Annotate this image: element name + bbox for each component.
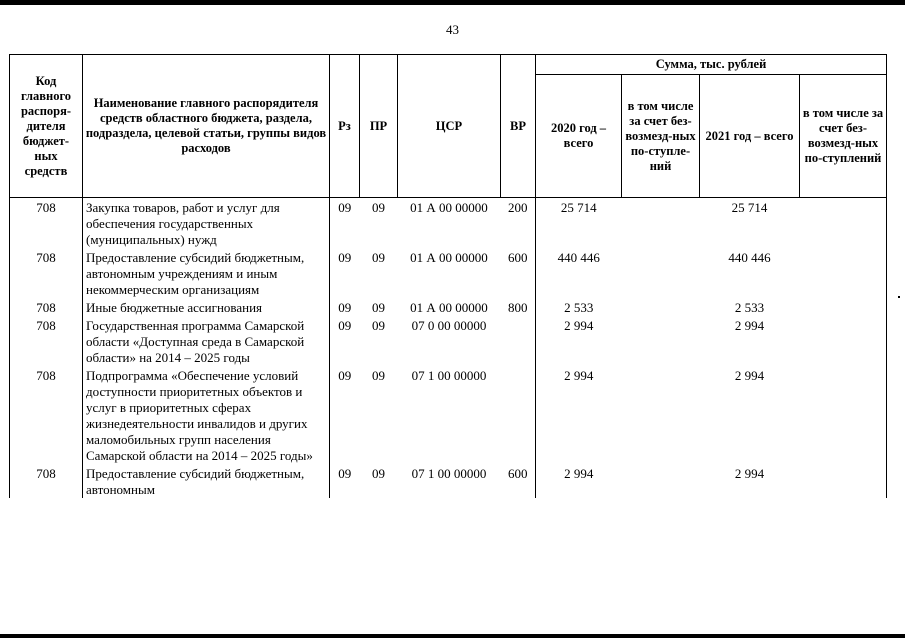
cell-name: Государственная программа Самарской области «Доступная среда в Самарской области» на 2014 – 2025 годы bbox=[83, 316, 330, 366]
header-2020-total: 2020 год – всего bbox=[536, 75, 622, 198]
cell-2021-free bbox=[800, 316, 887, 366]
table-row bbox=[10, 316, 887, 366]
table-header bbox=[10, 55, 887, 198]
cell-csr: 01 А 00 00000 bbox=[410, 200, 488, 215]
page-number: 43 bbox=[446, 22, 459, 37]
cell-vr: 600 bbox=[501, 248, 536, 298]
cell-2021-free bbox=[800, 366, 887, 464]
cell-name: Предоставление субсидий бюджетным, автономным bbox=[83, 464, 330, 498]
cell-code: 708 bbox=[10, 464, 83, 498]
cell-vr: 200 bbox=[501, 198, 536, 249]
header-2020-free: в том числе за счет без-возмезд-ных по-ступле-ний bbox=[622, 75, 700, 198]
cell-csr: 07 0 00 00000 bbox=[411, 318, 487, 333]
cell-2020-total: 2 994 bbox=[564, 466, 594, 481]
cell-pr: 09 bbox=[372, 250, 385, 265]
cell-code: 708 bbox=[10, 366, 83, 464]
cell-2020-total: 25 714 bbox=[560, 200, 597, 215]
cell-vr: 800 bbox=[501, 298, 536, 316]
table-row bbox=[10, 464, 887, 498]
cell-2020-free bbox=[622, 248, 700, 298]
scan-speck bbox=[898, 296, 900, 298]
cell-vr bbox=[501, 366, 536, 464]
cell-2020-free bbox=[622, 316, 700, 366]
cell-2021-total: 2 994 bbox=[734, 318, 765, 333]
cell-vr bbox=[501, 316, 536, 366]
cell-2020-free bbox=[622, 198, 700, 249]
header-sum: Сумма, тыс. рублей bbox=[536, 55, 887, 75]
cell-2021-total: 2 994 bbox=[734, 466, 765, 481]
cell-2021-free bbox=[800, 298, 887, 316]
header-csr: ЦСР bbox=[398, 55, 501, 198]
cell-rz: 09 bbox=[338, 250, 352, 265]
bottom-border bbox=[0, 634, 905, 638]
cell-csr: 07 1 00 00000 bbox=[411, 466, 487, 481]
cell-2020-total: 440 446 bbox=[557, 250, 600, 265]
cell-code: 708 bbox=[10, 248, 83, 298]
cell-2020-free bbox=[622, 298, 700, 316]
cell-code: 708 bbox=[10, 198, 83, 249]
cell-code: 708 bbox=[10, 316, 83, 366]
cell-pr: 09 bbox=[372, 368, 385, 383]
cell-2021-free bbox=[800, 248, 887, 298]
header-2021-total: 2021 год – всего bbox=[700, 75, 800, 198]
cell-name: Закупка товаров, работ и услуг для обеспечения государственных (муниципальных) нужд bbox=[83, 198, 330, 249]
header-pr: ПР bbox=[360, 55, 398, 198]
cell-pr: 09 bbox=[372, 318, 385, 333]
header-rz: Рз bbox=[330, 55, 360, 198]
cell-2021-free bbox=[800, 464, 887, 498]
cell-2021-total: 440 446 bbox=[728, 250, 771, 265]
cell-name: Подпрограмма «Обеспечение условий доступности приоритетных объектов и услуг в приоритетных сферах жизнедеятельности инвалидов и других маломобильных групп населения Самарской области на 2014 – 2025 годы» bbox=[83, 366, 330, 464]
cell-csr: 01 А 00 00000 bbox=[410, 300, 488, 315]
cell-rz: 09 bbox=[338, 466, 352, 481]
cell-name: Предоставление субсидий бюджетным, автономным учреждениям и иным некоммерческим организациям bbox=[83, 248, 330, 298]
cell-pr: 09 bbox=[372, 200, 385, 215]
cell-code: 708 bbox=[10, 298, 83, 316]
cell-2020-total: 2 994 bbox=[564, 368, 594, 383]
cell-csr: 01 А 00 00000 bbox=[410, 250, 488, 265]
table-row bbox=[10, 198, 887, 249]
header-name: Наименование главного распорядителя средств областного бюджета, раздела, подраздела, целевой статьи, группы видов расходов bbox=[83, 55, 330, 198]
header-2021-free: в том числе за счет без-возмезд-ных по-ступлений bbox=[800, 75, 887, 198]
cell-rz: 09 bbox=[338, 200, 352, 215]
cell-2020-free bbox=[622, 464, 700, 498]
cell-pr: 09 bbox=[372, 300, 385, 315]
cell-csr: 07 1 00 00000 bbox=[411, 368, 487, 383]
table-row bbox=[10, 248, 887, 298]
cell-rz: 09 bbox=[338, 368, 352, 383]
header-code: Код главного распоря-дителя бюджет-ных средств bbox=[10, 55, 83, 198]
top-border bbox=[0, 0, 905, 5]
table-row bbox=[10, 366, 887, 464]
cell-rz: 09 bbox=[338, 318, 352, 333]
budget-table bbox=[9, 54, 887, 498]
table-body bbox=[10, 198, 887, 499]
cell-rz: 09 bbox=[338, 300, 352, 315]
cell-2020-total: 2 533 bbox=[564, 300, 594, 315]
cell-2021-total: 2 994 bbox=[734, 368, 765, 383]
cell-2020-total: 2 994 bbox=[564, 318, 594, 333]
cell-name: Иные бюджетные ассигнования bbox=[83, 298, 330, 316]
cell-2021-free bbox=[800, 198, 887, 249]
header-vr: ВР bbox=[501, 55, 536, 198]
cell-vr: 600 bbox=[501, 464, 536, 498]
cell-2021-total: 25 714 bbox=[731, 200, 768, 215]
cell-2021-total: 2 533 bbox=[734, 300, 765, 315]
table-row bbox=[10, 298, 887, 316]
cell-2020-free bbox=[622, 366, 700, 464]
cell-pr: 09 bbox=[372, 466, 385, 481]
